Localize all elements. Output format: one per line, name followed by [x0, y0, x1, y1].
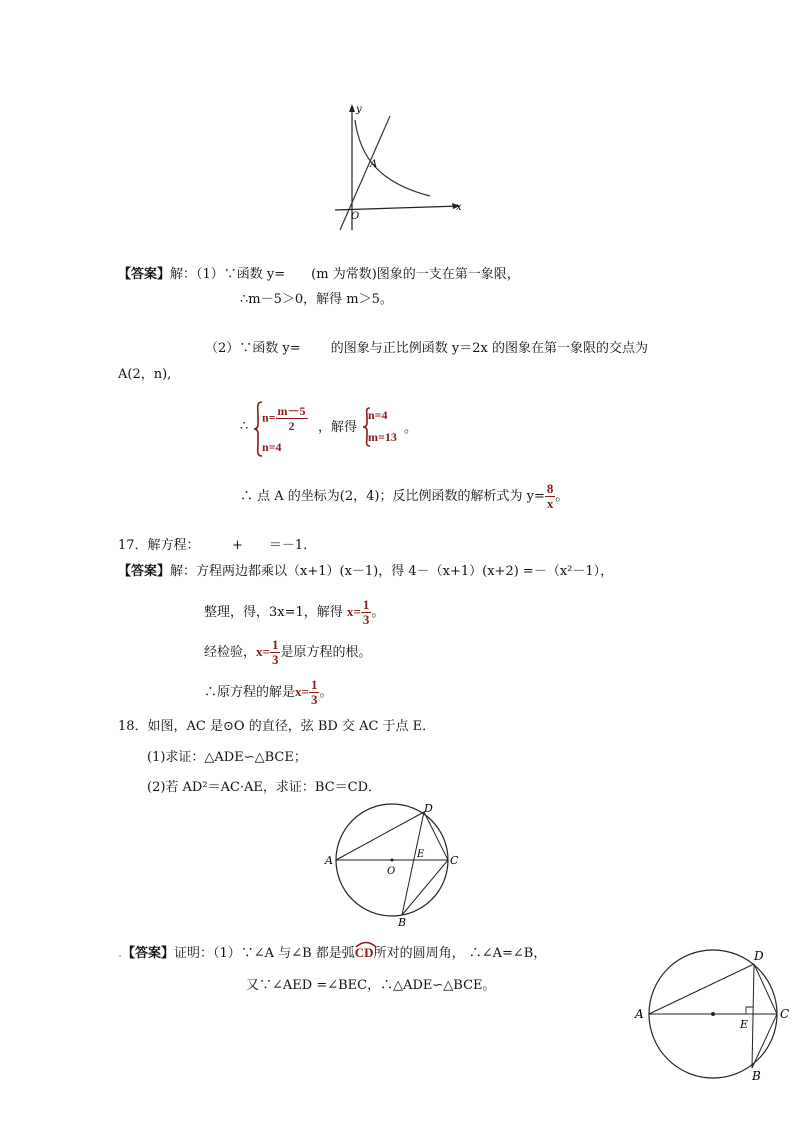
svg-text:A: A	[325, 854, 333, 867]
line-y-2x	[340, 116, 390, 230]
system2-eq1: n=4	[368, 408, 388, 422]
answer18-line2: 又∵∠AED =∠BEC，∴△ADE∽△BCE。	[246, 978, 496, 993]
chord-ad	[336, 812, 424, 860]
marker-dot: .	[118, 946, 123, 961]
answer17-line2: 整理，得，3x=1，解得 x= $\frac{1}{3}$ 。	[204, 597, 385, 627]
answer-tag: 【答案】	[118, 564, 171, 579]
svg-text:E: E	[417, 849, 425, 860]
answer16-line2: ∴m－5＞0，解得 m＞5。	[240, 292, 393, 307]
center-dot	[391, 859, 394, 862]
circle-figure	[322, 800, 462, 930]
chord-bd	[402, 812, 424, 915]
svg-text:C: C	[780, 1007, 790, 1021]
point-a-label: A	[370, 159, 378, 170]
answer17-line3: 经检验，x= $\frac{1}{3}$ 是原方程的根。	[204, 637, 372, 667]
system1-eq1: n= $\frac{m-5}{2}$	[262, 404, 306, 433]
answer-tag: 【答案】	[118, 267, 171, 282]
x-axis	[335, 206, 460, 210]
question17: 17．解方程： + ＝－1．	[118, 538, 317, 553]
y-axis-arrow	[349, 104, 355, 112]
svg-text:E: E	[740, 1018, 749, 1031]
origin-label: O	[351, 211, 360, 222]
chord-bd-2	[752, 964, 754, 1068]
hyperbola-curve	[355, 120, 430, 196]
center-dot-2	[711, 1012, 715, 1016]
svg-text:O: O	[387, 866, 396, 877]
question18-part2: (2)若 AD²＝AC·AE，求证：BC＝CD．	[147, 780, 382, 795]
answer16-line6: ∴ 点 A 的坐标为(2，4)；反比例函数的解析式为 y= $\frac{8}{x}$ 。	[240, 481, 569, 511]
question18-part1: (1)求证：△ADE∽△BCE；	[147, 750, 307, 765]
y-label: y	[356, 104, 362, 115]
right-angle-mark	[746, 1007, 753, 1014]
answer17-line4: ∴原方程的解是x= $\frac{1}{3}$ 。	[204, 677, 333, 707]
period: 。	[404, 421, 418, 436]
svg-text:D: D	[754, 949, 764, 963]
answer17-line1: 【答案】解：方程两边都乘以（x+1）(x－1)，得 4－（x+1）(x+2) =－（x²－1），	[118, 564, 614, 579]
svg-text:D: D	[424, 802, 433, 815]
arc-cd: CD	[355, 944, 374, 963]
svg-text:A: A	[635, 1007, 644, 1021]
circle-figure-2	[630, 942, 794, 1088]
question18: 18．如图，AC 是⊙O 的直径，弦 BD 交 AC 于点 E．	[118, 719, 436, 734]
function-graph	[330, 98, 470, 238]
svg-text:B: B	[752, 1069, 761, 1083]
answer16-line1: 【答案】解：（1）∵函数 y= (m 为常数)图象的一支在第一象限，	[118, 267, 520, 282]
x-label: x	[456, 202, 462, 213]
therefore-symbol: ∴	[240, 419, 249, 434]
answer16-line4: A(2，n),	[118, 367, 172, 382]
solve-word: ，解得	[318, 420, 358, 435]
answer16-line3: （2）∵函数 y= 的图象与正比例函数 y＝2x 的图象在第一象限的交点为	[205, 341, 648, 356]
svg-text:B: B	[398, 916, 407, 929]
system2-eq2: m=13	[368, 430, 397, 444]
chord-dc	[424, 812, 448, 860]
answer-tag: 【答案】	[122, 946, 175, 961]
chord-dc-2	[754, 964, 777, 1014]
svg-text:C: C	[450, 854, 459, 867]
answer18-line1: 【答案】证明：（1）∵∠A 与∠B 都是弧 CD所对的圆周角， ∴∠A=∠B，	[122, 944, 546, 963]
system1-eq2: n=4	[262, 440, 282, 454]
chord-bc-2	[752, 1014, 777, 1068]
